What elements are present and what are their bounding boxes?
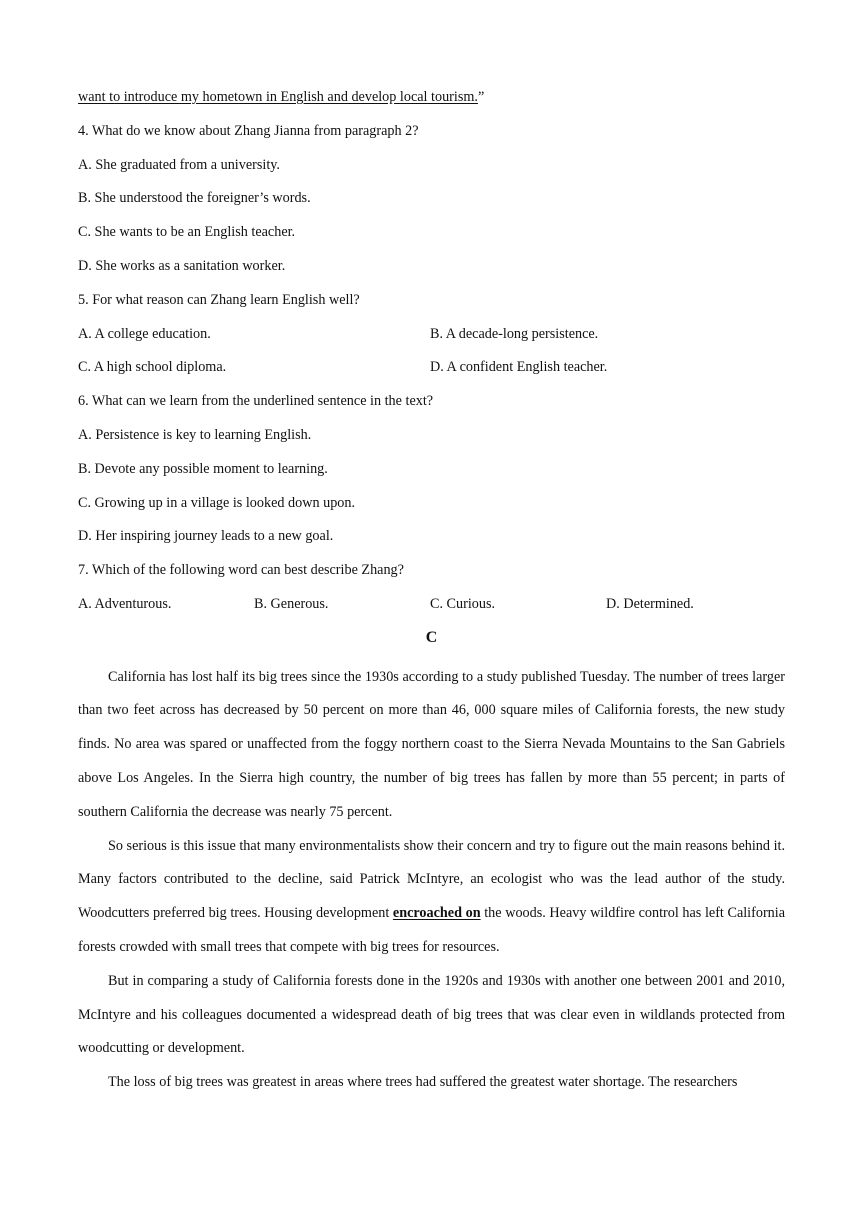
- closing-quote: ”: [477, 89, 485, 105]
- question-4-option-b: B. She understood the foreigner’s words.: [78, 190, 311, 207]
- question-4-option-d: D. She works as a sanitation worker.: [78, 257, 286, 274]
- question-7-option-b: B. Generous.: [254, 595, 329, 612]
- underlined-keyword: encroached on: [392, 905, 481, 922]
- underlined-sentence: want to introduce my hometown in English and develop local tourism.: [78, 89, 478, 105]
- question-5-option-c: C. A high school diploma.: [78, 359, 227, 376]
- question-4-stem: 4. What do we know about Zhang Jianna from paragraph 2?: [78, 122, 419, 139]
- question-5-option-d: D. A confident English teacher.: [430, 359, 608, 376]
- section-c-paragraph-1: California has lost half its big trees since the 1930s according to a study published Tuesday. The number of trees larger than two feet across has decreased by 50 percent on more than 46, 000 square miles of California forests, the new study finds. No area was spared or unaffected from the foggy northern coast to the Sierra Nevada Mountains to the San Gabriels above Los Angeles. In the Sierra high country, the number of big trees has fallen by more than 55 percent; in parts of southern California the decrease was nearly 75 percent.: [78, 668, 785, 820]
- question-6-option-d: D. Her inspiring journey leads to a new goal.: [78, 528, 334, 545]
- passage-tail: [78, 86, 785, 108]
- section-c-title: C: [425, 628, 438, 646]
- question-5-options-row-2: [78, 356, 785, 378]
- question-6-stem: 6. What can we learn from the underlined sentence in the text?: [78, 393, 434, 410]
- question-6-option-b: B. Devote any possible moment to learning.: [78, 460, 328, 477]
- question-5-option-a: A. A college education.: [78, 325, 211, 342]
- section-c-paragraph-3: But in comparing a study of California forests done in the 1920s and 1930s with another one between 2001 and 2010, McIntyre and his colleagues documented a widespread death of big trees that was clear even in wildlands protected from woodcutting or development.: [78, 972, 785, 1057]
- paragraph-2-text-before: So serious is this issue that many environmentalists show their concern and try to figure out the main reasons behind it. Many factors contributed to the decline, said Patrick McIntyre, an ecologist who was the lead author of the study. Woodcutters preferred big trees. Housing development: [78, 837, 785, 922]
- question-6-option-c: C. Growing up in a village is looked down upon.: [78, 494, 356, 511]
- question-7-option-d: D. Determined.: [606, 595, 694, 612]
- page-content: [78, 86, 785, 1100]
- question-4-option-c: C. She wants to be an English teacher.: [78, 224, 296, 241]
- question-5-stem: 5. For what reason can Zhang learn English well?: [78, 291, 360, 308]
- section-c-paragraph-4: The loss of big trees was greatest in areas where trees had suffered the greatest water shortage. The researchers: [108, 1074, 738, 1091]
- question-5-option-b: B. A decade-long persistence.: [430, 325, 599, 342]
- question-6-option-a: A. Persistence is key to learning English.: [78, 426, 312, 443]
- question-7-options-row: [78, 593, 785, 615]
- question-7-stem: 7. Which of the following word can best describe Zhang?: [78, 562, 404, 579]
- question-7-option-c: C. Curious.: [430, 595, 496, 612]
- question-4-option-a: A. She graduated from a university.: [78, 156, 280, 173]
- paragraph-2-text-after: the woods. Heavy wildfire control has left California forests crowded with small trees that compete with big trees for resources.: [78, 905, 785, 955]
- question-7-option-a: A. Adventurous.: [78, 595, 172, 612]
- question-5-options-row-1: [78, 323, 785, 345]
- section-c-paragraph-2: [78, 830, 785, 965]
